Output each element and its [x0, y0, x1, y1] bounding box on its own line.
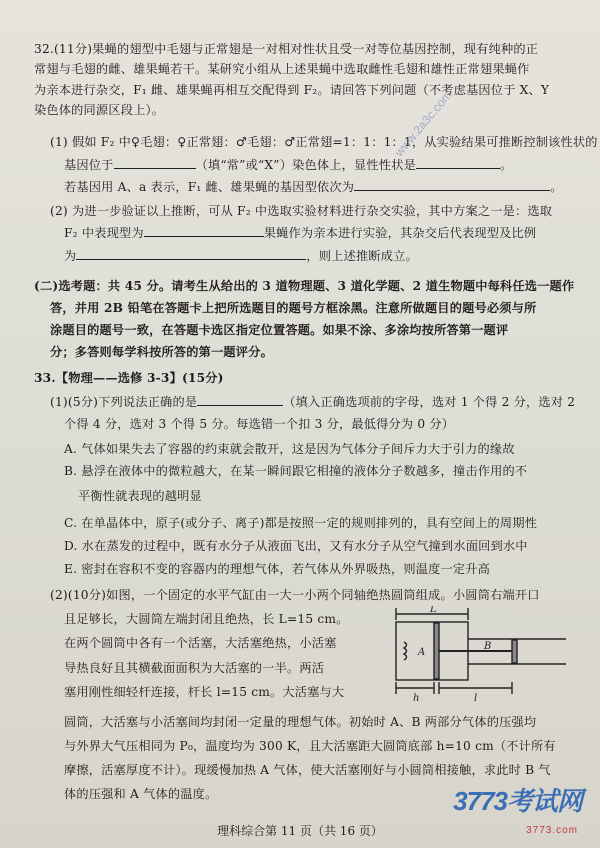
answer-blank[interactable] [197, 393, 283, 406]
q33-part1-text-a: (1)(5分)下列说法正确的是 [50, 395, 198, 409]
answer-blank[interactable] [416, 156, 500, 169]
section2-line-2: 答，并用 2B 铅笔在答题卡上把所选题目的题号方框涂黑。注意所做题目的题号必须与所 [50, 301, 537, 315]
label-l: l [474, 693, 478, 702]
label-L: L [430, 606, 437, 615]
q32-part2-line-1: (2) 为进一步验证以上推断，可从 F₂ 中选取实验材料进行杂交实验，其中方案之一是：选取 [50, 204, 553, 218]
q32-part1-text-a: 基因位于 [64, 158, 114, 172]
page-footer: 理科综合第 11 页（共 16 页） [217, 824, 383, 838]
section2-line-1: (二)选考题：共 45 分。请考生从给出的 3 道物理题、3 道化学题、2 道生物题中每科任选一题作 [34, 279, 575, 293]
answer-blank[interactable] [354, 178, 550, 191]
q32-part1-text-c: 。 [499, 158, 513, 172]
cylinder-diagram [376, 606, 568, 702]
q32-part2-text-b: 果蝇作为亲本进行实验，其杂交后代表现型及比例 [263, 226, 537, 240]
q33-part2-line-8: 摩擦，活塞厚度不计）。现缓慢加热 A 气体，使大活塞刚好与小圆筒相接触，求此时 B 气 [64, 763, 551, 777]
q32-part2-text-c: 为 [64, 249, 77, 263]
q33-part2-line-4: 导热良好且其横截面面积为大活塞的一半。两活 [64, 661, 325, 675]
option-b-line-1: B. 悬浮在液体中的微粒越大，在某一瞬间跟它相撞的液体分子数越多，撞击作用的不 [64, 464, 528, 478]
section2-line-3: 涂题目的题号一致，在答题卡选区指定位置答题。如果不涂、多涂均按所答第一题评 [50, 323, 509, 337]
q32-part1-text-b: （填“常”或“X”）染色体上，显性性状是 [195, 158, 416, 172]
q32-line-1: 32.(11分)果蝇的翅型中毛翅与正常翅是一对相对性状且受一对等位基因控制，现有纯种的正 [34, 42, 539, 56]
q33-part2-line-2: 且足够长，大圆筒左端封闭且绝热，长 L=15 cm。 [64, 612, 349, 626]
q32-part1-text-e: 。 [550, 180, 563, 194]
q32-part2-line-3 [64, 247, 584, 265]
small-piston [512, 640, 517, 663]
q32-part1-line-2 [64, 156, 584, 174]
option-b-line-2: 平衡性就表现的越明显 [78, 489, 202, 503]
q33-title: 33.【物理——选修 3-3】(15分) [34, 371, 224, 385]
q32-line-2: 常翅与毛翅的雌、雄果蝇若干。某研究小组从上述果蝇中选取雌性毛翅和雄性正常翅果蝇作 [34, 62, 530, 76]
q32-part1-text-d: 若基因用 A、a 表示，F₁ 雌、雄果蝇的基因型依次为 [64, 180, 355, 194]
q32-line-4: 染色体的同源区段上）。 [34, 103, 165, 117]
q32-part2-text-d: ，则上述推断成立。 [306, 249, 418, 263]
q33-part2-line-9: 体的压强和 A 气体的温度。 [64, 787, 218, 801]
option-e: E. 密封在容积不变的容器内的理想气体，若气体从外界吸热，则温度一定升高 [64, 562, 491, 576]
q33-part1-text-b: （填入正确选项前的字母，选对 1 个得 2 分，选对 2 [283, 395, 576, 409]
option-a: A. 气体如果失去了容器的约束就会散开，这是因为气体分子间斥力大于引力的缘故 [64, 442, 515, 456]
q33-part1-line-2: 个得 4 分，选对 3 个得 5 分。每选错一个扣 3 分，最低得分为 0 分） [64, 417, 455, 431]
q32-part2-line-2 [64, 224, 584, 242]
answer-blank[interactable] [114, 156, 196, 169]
site-logo: 3773考试网 [453, 786, 582, 816]
heater-coil [404, 642, 407, 660]
label-h: h [413, 693, 420, 702]
option-c: C. 在单晶体中，原子(或分子、离子)都是按照一定的规则排列的，具有空间上的周期性 [64, 516, 538, 530]
option-d: D. 水在蒸发的过程中，既有水分子从液面飞出，又有水分子从空气撞到水面回到水中 [64, 539, 528, 553]
q33-part2-line-6: 圆筒，大活塞与小活塞间均封闭一定量的理想气体。初始时 A、B 两部分气体的压强均 [64, 715, 537, 729]
q32-part1-line-3 [64, 178, 584, 196]
q33-part2-line-7: 与外界大气压相同为 P₀，温度均为 300 K，且大活塞距大圆筒底部 h=10 cm（不计所有 [64, 739, 556, 753]
section2-line-4: 分；多答则每学科按所答的第一题评分。 [50, 345, 273, 359]
q33-part2-line-5: 塞用刚性细轻杆连接，杆长 l=15 cm。大活塞与大 [64, 685, 345, 699]
q33-part2-line-1: (2)(10分)如图，一个固定的水平气缸由一大一小两个同轴绝热圆筒组成。小圆筒右端开口 [50, 588, 540, 602]
watermark-url: www.2a3c.com [392, 88, 455, 159]
answer-blank[interactable] [76, 247, 306, 260]
answer-blank[interactable] [144, 224, 264, 237]
q33-part2-line-3: 在两个圆筒中各有一个活塞，大活塞绝热，小活塞 [64, 636, 337, 650]
q33-part1-line-1 [50, 393, 584, 411]
label-A: A [418, 647, 426, 658]
q32-line-3: 为亲本进行杂交，F₁ 雌、雄果蝇再相互交配得到 F₂。请回答下列问题（不考虑基因位于 X、Y [34, 83, 550, 97]
label-B: B [484, 641, 492, 652]
site-logo-url: 3773.com [526, 825, 578, 836]
q32-part1-line-1: (1) 假如 F₂ 中♀毛翅：♀正常翅：♂毛翅：♂正常翅=1：1：1：1，从实验结果可推断控制该性状的 [50, 135, 598, 149]
q32-part2-text-a: F₂ 中表现型为 [64, 226, 144, 240]
big-piston [434, 623, 439, 679]
